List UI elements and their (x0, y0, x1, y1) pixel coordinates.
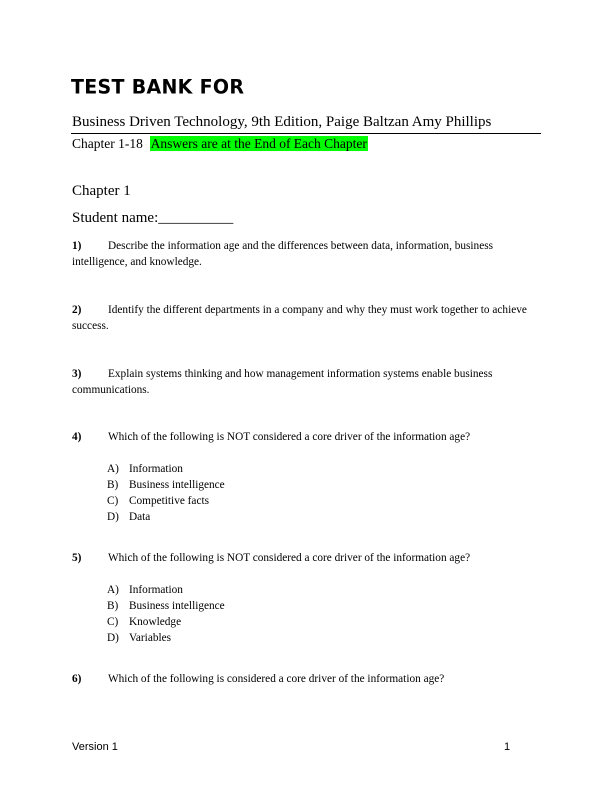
question-3 (72, 366, 542, 398)
chapter-heading: Chapter 1 (72, 183, 131, 199)
question-number: 5) (72, 552, 82, 564)
option-text: Information (129, 463, 183, 475)
header-rule (71, 133, 541, 134)
question-text: Explain systems thinking and how management information systems enable business communications. (72, 368, 493, 396)
question-2 (72, 302, 542, 334)
option-text: Variables (129, 632, 172, 644)
option-text: Business intelligence (129, 479, 225, 491)
chapter-range: Chapter 1-18 (72, 136, 143, 151)
question-1 (72, 238, 542, 270)
question-number: 3) (72, 368, 82, 380)
question-6 (72, 671, 542, 687)
answers-note: Answers are at the End of Each Chapter (150, 136, 367, 151)
student-name-field: Student name:__________ (72, 210, 234, 226)
option-text: Business intelligence (129, 600, 225, 612)
option-letter: A) (107, 584, 119, 596)
page-number: 1 (504, 741, 511, 753)
option-letter: C) (107, 495, 119, 507)
option-text: Knowledge (129, 616, 182, 628)
question-4 (72, 429, 542, 445)
question-4-options (107, 461, 225, 525)
option-c (107, 493, 225, 509)
question-number: 2) (72, 304, 82, 316)
option-text: Competitive facts (129, 495, 209, 507)
option-a (107, 582, 225, 598)
option-letter: B) (107, 600, 119, 612)
question-text: Which of the following is NOT considered a core driver of the information age? (108, 552, 471, 564)
question-text: Identify the different departments in a company and why they must work together to achieve success. (72, 304, 527, 332)
question-text: Which of the following is NOT considered a core driver of the information age? (108, 431, 471, 443)
question-number: 4) (72, 431, 82, 443)
option-b (107, 598, 225, 614)
question-5 (72, 550, 542, 566)
question-number: 1) (72, 240, 82, 252)
option-letter: B) (107, 479, 119, 491)
option-text: Information (129, 584, 183, 596)
option-d (107, 509, 225, 525)
book-subtitle: Business Driven Technology, 9th Edition, Paige Baltzan Amy Phillips (72, 114, 492, 130)
option-letter: D) (107, 511, 119, 523)
option-letter: D) (107, 632, 119, 644)
question-5-options (107, 582, 225, 646)
question-text: Describe the information age and the differences between data, information, business intelligence, and knowledge. (72, 240, 494, 268)
option-letter: A) (107, 463, 119, 475)
chapter-range-line (72, 136, 368, 152)
question-number: 6) (72, 673, 82, 685)
option-letter: C) (107, 616, 119, 628)
document-title: TEST BANK FOR (71, 75, 245, 99)
footer-version: Version 1 (72, 741, 118, 753)
option-text: Data (129, 511, 151, 523)
question-text: Which of the following is considered a core driver of the information age? (108, 673, 445, 685)
option-d (107, 630, 225, 646)
option-a (107, 461, 225, 477)
option-c (107, 614, 225, 630)
option-b (107, 477, 225, 493)
